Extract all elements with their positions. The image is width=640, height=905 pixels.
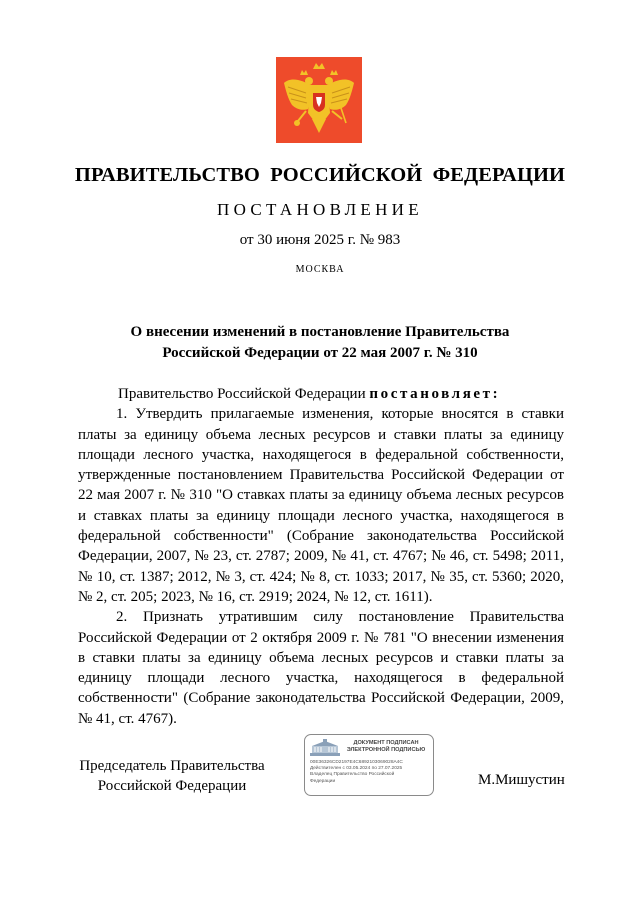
paragraph-item-1: 1. Утвердить прилагаемые изменения, которые вносятся в ставки платы за единицу объема лесных ресурсов и ставки платы за единицу площади лесного участка, находящегося в федеральной собственности, утвержденные постановлением Правительства Российской Федерации от 22 мая 2007 г. № 310 "О ставках платы за единицу объема лесных ресурсов и ставках платы за единицу площади лесного участка, находящегося в федеральной собственности" (Собрание законодательства Российской Федерации, 2007, № 23, ст. 2787; 2009, № 41, ст. 4767; № 46, ст. 5498; 2011, № 10, ст. 1387; 2012, № 3, ст. 424; № 8, ст. 1033; 2017, № 35, ст. 5360; 2020, № 2, ст. 205; 2023, № 16, ст. 2919; 2024, № 12, ст. 1611). — [78, 406, 564, 605]
stamp-owner-line-2: Федерации — [310, 778, 336, 784]
signatory-position-line-2: Российской Федерации — [97, 778, 247, 794]
lead-text: Правительство Российской Федерации — [118, 386, 370, 402]
document-type: ПОСТАНОВЛЕНИЕ — [217, 200, 423, 219]
coat-of-arms-emblem — [276, 57, 362, 143]
lead-emphasis: постановляет: — [369, 386, 501, 402]
stamp-header — [309, 739, 431, 757]
signatory-position — [78, 756, 266, 796]
electronic-signature-stamp — [304, 734, 434, 796]
document-date-number: от 30 июня 2025 г. № 983 — [239, 232, 401, 248]
lead-paragraph — [78, 384, 564, 404]
title-line-1: О внесении изменений в постановление Правительства — [130, 324, 510, 340]
stamp-title — [341, 740, 431, 754]
signatory-name: М.Мишустин — [478, 772, 565, 788]
stamp-title-line-2: ЭЛЕКТРОННОЙ ПОДПИСЬЮ — [346, 747, 426, 754]
government-building-icon — [309, 739, 341, 757]
stamp-title-line-1: ДОКУМЕНТ ПОДПИСАН — [353, 740, 419, 746]
document-city: МОСКВА — [295, 264, 345, 275]
document-body — [78, 384, 564, 729]
stamp-validity: Действителен с 03.05.2024 по 27.07.2025 — [310, 766, 403, 772]
stamp-details — [310, 760, 432, 785]
stamp-certificate: 00E36326CD2197E4C6892103069028A4C — [310, 760, 403, 765]
title-line-2: Российской Федерации от 22 мая 2007 г. № 310 — [162, 345, 478, 361]
stamp-owner-line-1: Владелец Правительство Российской — [310, 772, 395, 778]
document-title — [0, 322, 640, 364]
paragraph-item-2: 2. Признать утратившим силу постановление Правительства Российской Федерации от 2 октября 2009 г. № 781 "О внесении изменения в ставки платы за единицу объема лесных ресурсов и ставки платы за единицу площади лесного участка, находящегося в федеральной собственности" (Собрание законодательства Российской Федерации, 2009, № 41, ст. 4767). — [78, 609, 564, 727]
signatory-position-line-1: Председатель Правительства — [79, 758, 265, 774]
government-heading: ПРАВИТЕЛЬСТВО РОССИЙСКОЙ ФЕДЕРАЦИИ — [74, 164, 566, 186]
